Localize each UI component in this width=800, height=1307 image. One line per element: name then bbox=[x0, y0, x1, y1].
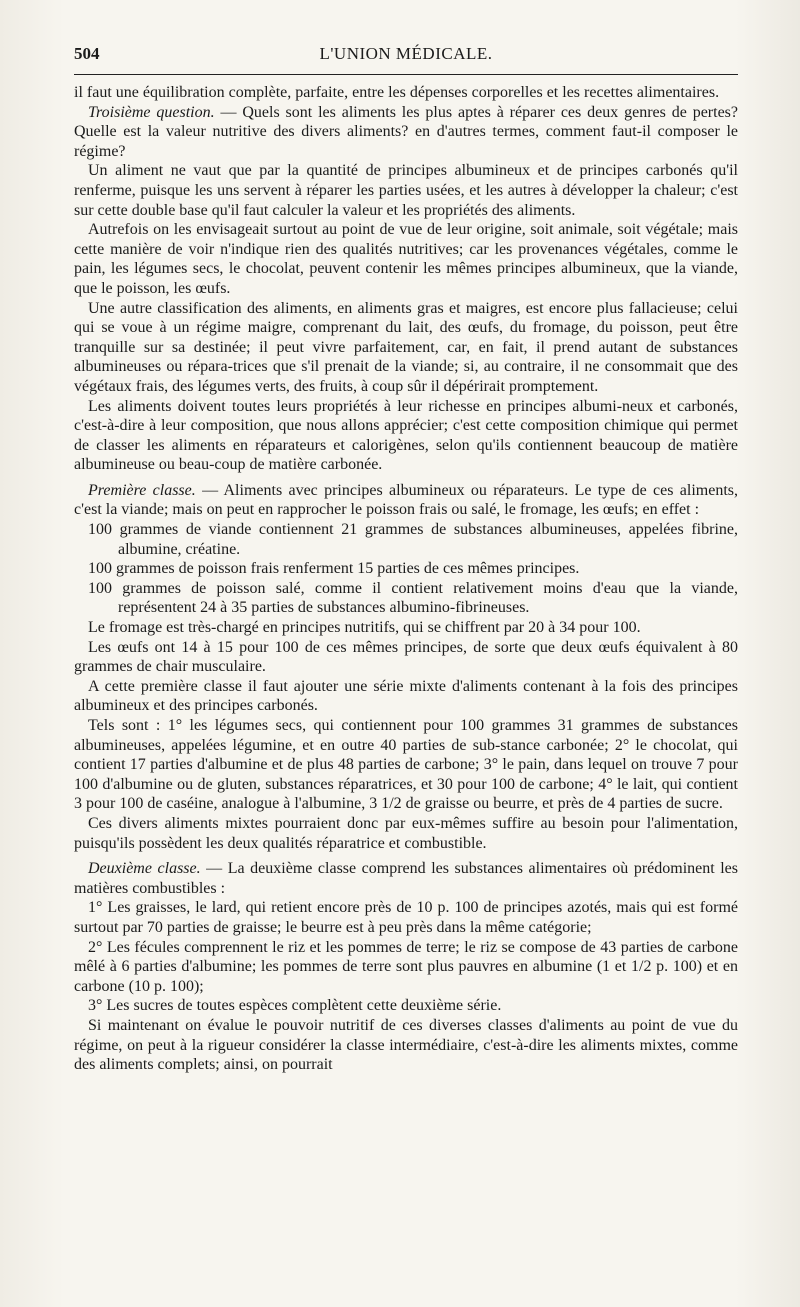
paragraph-text: A cette première classe il faut ajouter une série mixte d'aliments contenant à la fois des principes albumineux et des principes carbonés. bbox=[74, 677, 738, 715]
paragraph-text: Le fromage est très-chargé en principes nutritifs, qui se chiffrent par 20 à 34 pour 100. bbox=[88, 619, 641, 637]
paragraph bbox=[74, 638, 738, 677]
paragraph-text: 1° Les graisses, le lard, qui retient encore près de 10 p. 100 de principes azotés, mais qui est formé surtout par 70 parties de graisse; le beurre est à peu près dans la même catégorie; bbox=[74, 899, 738, 936]
paragraph bbox=[74, 299, 738, 397]
paragraph bbox=[74, 220, 738, 298]
paragraph-text: Autrefois on les envisageait surtout au point de vue de leur origine, soit animale, soit végétale; mais cette manière de voir n'indique rien des qualités nutritives; car les provenances végétales, comme le pain, les légumes secs, le chocolat, peuvent contenir les mêmes principes albumineux, que la viande, que le poisson, les œufs. bbox=[74, 221, 738, 297]
paragraph bbox=[74, 397, 738, 475]
paragraph-text: — La deuxième classe comprend les substances alimentaires où prédominent les matières combustibles : bbox=[74, 860, 739, 897]
paragraph-text: il faut une équilibration complète, parfaite, entre les dépenses corporelles et les recettes alimentaires. bbox=[74, 84, 720, 101]
header-rule bbox=[74, 74, 738, 75]
paragraph-text: Un aliment ne vaut que par la quantité de principes albumineux et de principes carbonés qu'il renferme, puisque les uns servent à réparer les parties usées, et les autres à développer la chaleur; c'est sur cette double base qu'il faut calculer la valeur et les propriétés des aliments. bbox=[74, 162, 738, 219]
paragraph-text: 100 grammes de poisson frais renferment 15 parties de ces mêmes principes. bbox=[88, 560, 580, 578]
paragraph bbox=[74, 559, 738, 579]
paragraph bbox=[74, 716, 738, 814]
paragraph-text: — Quels sont les aliments les plus aptes à réparer ces deux genres de pertes? Quelle est la valeur nutritive des divers aliments? en d'autres termes, comment faut-il composer le régime? bbox=[74, 103, 738, 160]
paragraph bbox=[74, 814, 738, 853]
running-title: L'UNION MÉDICALE. bbox=[319, 44, 493, 63]
paragraph bbox=[74, 103, 738, 162]
paragraph bbox=[74, 898, 738, 937]
paragraph bbox=[74, 1016, 738, 1075]
paragraph bbox=[74, 859, 738, 898]
paragraph bbox=[74, 996, 738, 1016]
paragraph bbox=[74, 677, 738, 716]
paragraph-text: Tels sont : 1° les légumes secs, qui contiennent pour 100 grammes 31 grammes de substances albumineuses, appelées légumine, et en outre 40 parties de sub-stance carbonée; 2° le chocolat, qui contient 17 parties d'albumine et de plus 48 parties de carbone; 3° le pain, dans lequel on trouve 7 pour 100 d'albumine ou de gluten, substances réparatrices, et 30 pour 100 de carbone; 4° le lait, qui contient 3 pour 100 de caséine, analogue à l'albumine, 3 1/2 de graisse ou beurre, et près de 4 parties de sucre. bbox=[74, 717, 738, 813]
section-lead-in: Première classe. bbox=[88, 481, 196, 499]
section-lead-in: Deuxième classe. bbox=[88, 860, 201, 878]
page-header bbox=[74, 44, 738, 70]
paragraph bbox=[74, 579, 738, 618]
paragraph-text: Une autre classification des aliments, en aliments gras et maigres, est encore plus fallacieuse; celui qui se voue à un régime maigre, comprenant du lait, des œufs, du fromage, du poisson, peut être tranquille sur sa destinée; il peut vivre parfaitement, car, en fait, il prend autant de substances albumineuses ou répara-trices que s'il prenait de la viande; si, au contraire, il ne consommait que des végétaux frais, des légumes verts, des fruits, à coup sûr il dépérirait promptement. bbox=[74, 299, 738, 395]
paragraph-text: — Aliments avec principes albumineux ou réparateurs. Le type de ces aliments, c'est la viande; mais on peut en rapprocher le poisson frais ou salé, le fromage, les œufs; en effet : bbox=[74, 481, 739, 519]
paragraph-text: Si maintenant on évalue le pouvoir nutritif de ces diverses classes d'aliments au point de vue du régime, on peut à la rigueur considérer la classe intermédiaire, c'est-à-dire les aliments mixtes, comme des aliments complets; ainsi, on pourrait bbox=[74, 1016, 738, 1074]
paragraph-text: 3° Les sucres de toutes espèces complètent cette deuxième série. bbox=[88, 997, 502, 1015]
section-lead-in: Troisième question. bbox=[88, 103, 215, 121]
paragraph bbox=[74, 618, 738, 638]
paragraph-text: Les aliments doivent toutes leurs propriétés à leur richesse en principes albumi-neux et carbonés, c'est-à-dire à leur composition, que nous allons apprécier; c'est cette composition chimique qui permet de classer les aliments en réparateurs et calorigènes, selon qu'ils contiennent beaucoup de matière albumineuse ou beau-coup de matière carbonée. bbox=[74, 397, 738, 474]
paragraph-text: 100 grammes de poisson salé, comme il contient relativement moins d'eau que la viande, représentent 24 à 35 parties de substances albumino-fibrineuses. bbox=[88, 579, 738, 617]
paragraph-text: Ces divers aliments mixtes pourraient donc par eux-mêmes suffire au besoin pour l'alimentation, puisqu'ils possèdent les deux qualités réparatrice et combustible. bbox=[74, 814, 738, 852]
page-number: 504 bbox=[74, 44, 100, 63]
paragraph bbox=[74, 938, 738, 997]
paragraph bbox=[74, 83, 738, 103]
paragraph bbox=[74, 481, 738, 520]
paragraph bbox=[74, 161, 738, 220]
body-text bbox=[74, 83, 738, 1075]
paragraph-text: 2° Les fécules comprennent le riz et les pommes de terre; le riz se compose de 43 parties de carbone mêlé à 6 parties d'albumine; les pommes de terre sont plus pauvres en albumine (1 et 1/2 p. 100) et en carbone (10 p. 100); bbox=[74, 938, 738, 995]
paragraph bbox=[74, 520, 738, 559]
paragraph-text: 100 grammes de viande contiennent 21 grammes de substances albumineuses, appelées fibrine, albumine, créatine. bbox=[88, 521, 738, 558]
paragraph-text: Les œufs ont 14 à 15 pour 100 de ces mêmes principes, de sorte que deux œufs équivalent à 80 grammes de chair musculaire. bbox=[74, 638, 738, 676]
